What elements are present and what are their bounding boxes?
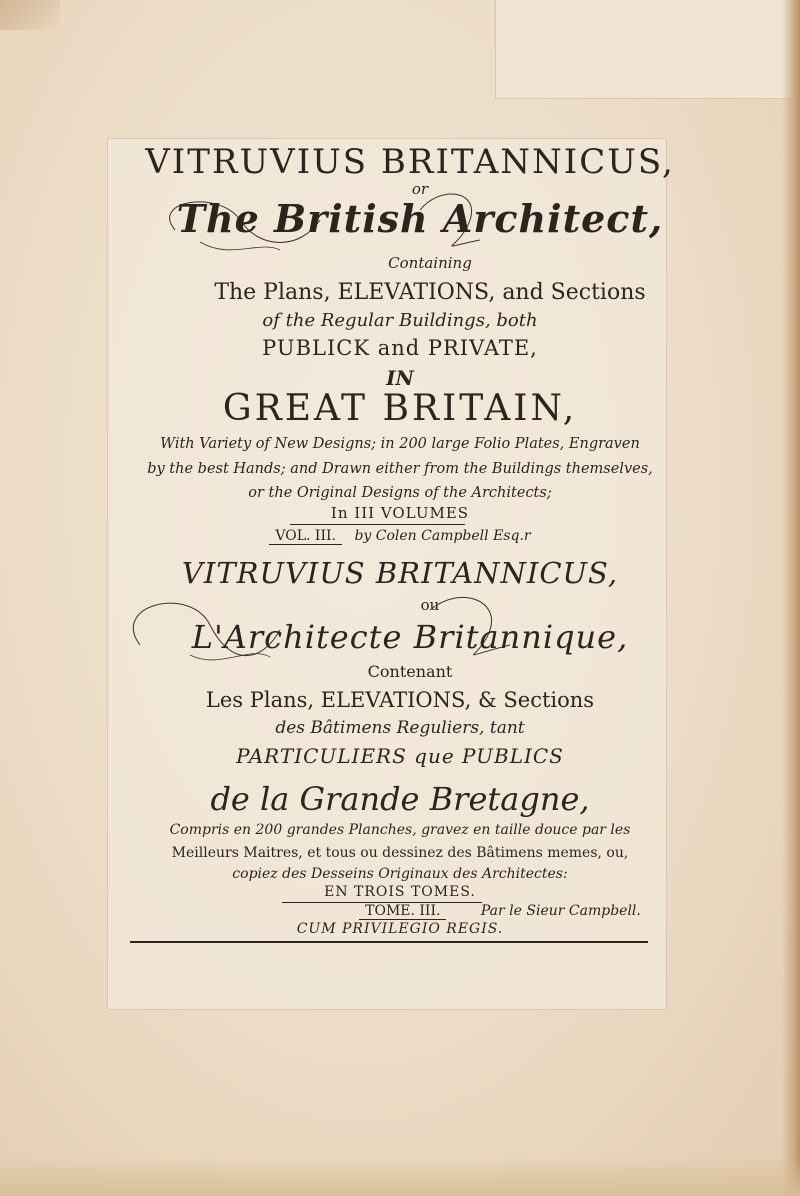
bottom-rule xyxy=(130,941,648,943)
english-vol-row xyxy=(0,528,800,544)
english-containing: Containing xyxy=(388,254,472,272)
french-line1: Les Plans, ELEVATIONS, & Sections xyxy=(205,688,595,712)
english-or: or xyxy=(411,180,429,198)
french-desc2: Meilleurs Maitres, et tous ou dessinez des Bâtimens memes, ou, xyxy=(171,845,629,861)
english-desc2: by the best Hands; and Drawn either from the Buildings themselves, xyxy=(147,461,653,477)
english-vol: VOL. III. xyxy=(269,528,342,545)
french-desc1: Compris en 200 grandes Planches, gravez en taille douce par les xyxy=(169,822,631,838)
french-author: Par le Sieur Campbell. xyxy=(480,903,641,919)
french-country: de la Grande Bretagne, xyxy=(210,780,590,818)
paper-corner-stain xyxy=(0,0,60,30)
french-line3: PARTICULIERS que PUBLICS xyxy=(236,744,564,768)
privilege: CUM PRIVILEGIO REGIS. xyxy=(296,921,504,937)
french-tome-row xyxy=(0,903,800,919)
french-ou: ou xyxy=(420,596,440,614)
french-line2: des Bâtimens Reguliers, tant xyxy=(275,718,525,738)
french-tome: TOME. III. xyxy=(359,903,446,920)
english-title: VITRUVIUS BRITANNICUS, xyxy=(145,142,675,182)
french-subtitle: L'Architecte Britannique, xyxy=(191,618,629,656)
english-desc1: With Variety of New Designs; in 200 large Folio Plates, Engraven xyxy=(160,436,640,452)
english-desc3: or the Original Designs of the Architects; xyxy=(248,485,552,501)
english-line2: of the Regular Buildings, both xyxy=(262,310,538,331)
paper-repair-patch xyxy=(495,0,800,99)
english-volumes: In III VOLUMES xyxy=(330,504,470,522)
paper-bottom-shadow xyxy=(0,1156,800,1196)
english-author: by Colen Campbell Esq.r xyxy=(354,528,531,544)
english-line3: PUBLICK and PRIVATE, xyxy=(262,336,538,360)
french-contenant: Contenant xyxy=(367,662,453,681)
english-line1: The Plans, ELEVATIONS, and Sections xyxy=(214,280,646,305)
english-country: GREAT BRITAIN, xyxy=(222,388,578,429)
english-subtitle: The British Architect, xyxy=(176,196,664,241)
english-rule xyxy=(290,524,465,525)
french-desc3: copiez des Desseins Originaux des Architectes: xyxy=(232,866,568,882)
french-volumes: EN TROIS TOMES. xyxy=(324,884,476,900)
english-in: IN xyxy=(386,366,414,390)
french-title: VITRUVIUS BRITANNICUS, xyxy=(181,556,619,590)
